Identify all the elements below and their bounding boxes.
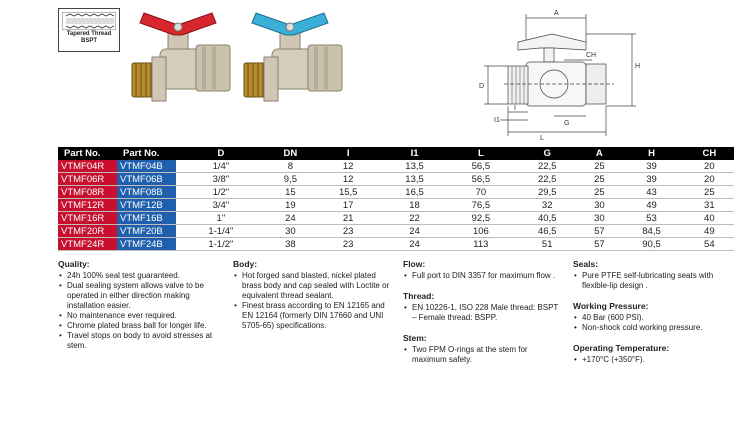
cell-i: 23 <box>315 238 381 251</box>
cell-i1: 16,5 <box>381 186 447 199</box>
col-header-i1: I1 <box>381 147 447 160</box>
pressure-heading: Working Pressure: <box>573 301 649 311</box>
quality-heading: Quality: <box>58 259 90 269</box>
stem-heading: Stem: <box>403 333 427 343</box>
cell-dn: 19 <box>266 199 315 212</box>
cell-ch: 31 <box>685 199 734 212</box>
col-header-part-blue: Part No. <box>117 147 176 160</box>
cell-i1: 13,5 <box>381 173 447 186</box>
table-row <box>58 173 734 186</box>
cell-g: 40,5 <box>514 212 580 225</box>
part-number-red: VTMF16R <box>58 212 117 225</box>
cell-dn: 38 <box>266 238 315 251</box>
cell-i: 12 <box>315 173 381 186</box>
cell-dn: 9,5 <box>266 173 315 186</box>
dim-label-ch: CH <box>586 52 597 59</box>
part-number-red: VTMF08R <box>58 186 117 199</box>
stem-block <box>403 333 563 365</box>
cell-ch: 40 <box>685 212 734 225</box>
cell-d: 3/4" <box>176 199 266 212</box>
list-item: • Chrome plated brass ball for longer life. <box>58 321 228 331</box>
list-item: • 40 Bar (600 PSI). <box>573 313 733 323</box>
cell-dn: 24 <box>266 212 315 225</box>
cell-l: 113 <box>448 238 514 251</box>
cell-h: 49 <box>618 199 684 212</box>
cell-d: 1/2" <box>176 186 266 199</box>
cell-d: 1" <box>176 212 266 225</box>
cell-i: 23 <box>315 225 381 238</box>
cell-d: 1-1/2" <box>176 238 266 251</box>
list-item: • Two FPM O-rings at the stem for maximum safety. <box>403 345 563 365</box>
cell-g: 22,5 <box>514 160 580 173</box>
cell-ch: 25 <box>685 186 734 199</box>
temperature-block <box>573 343 733 365</box>
table-row <box>58 225 734 238</box>
dim-label-i: I <box>514 105 516 112</box>
part-number-red: VTMF20R <box>58 225 117 238</box>
body-list <box>233 271 393 331</box>
thread-icon <box>62 12 116 30</box>
list-item: • Finest brass according to EN 12165 and EN 12164 (formerly DIN 17660 and UNI 5705-65) specifications. <box>233 301 393 331</box>
thread-heading: Thread: <box>403 291 435 301</box>
dim-label-a: A <box>554 10 559 17</box>
cell-g: 32 <box>514 199 580 212</box>
cell-h: 39 <box>618 173 684 186</box>
cell-l: 76,5 <box>448 199 514 212</box>
col-header-i: I <box>315 147 381 160</box>
cell-h: 90,5 <box>618 238 684 251</box>
part-number-blue: VTMF24B <box>117 238 176 251</box>
dim-label-h: H <box>635 63 641 70</box>
quality-section <box>58 259 228 351</box>
cell-a: 30 <box>580 212 618 225</box>
table-row <box>58 199 734 212</box>
cell-i1: 24 <box>381 238 447 251</box>
cell-g: 22,5 <box>514 173 580 186</box>
flow-thread-stem-section <box>403 259 563 375</box>
cell-l: 56,5 <box>448 160 514 173</box>
cell-l: 70 <box>448 186 514 199</box>
thread-badge-line1: Tapered Thread <box>66 31 112 37</box>
cell-ch: 20 <box>685 160 734 173</box>
cell-g: 46,5 <box>514 225 580 238</box>
blue-handle-valve-image <box>236 5 346 117</box>
col-header-h: H <box>618 147 684 160</box>
table-row <box>58 212 734 225</box>
dim-label-d: D <box>479 83 485 90</box>
red-handle-valve-image <box>124 5 234 117</box>
temperature-heading: Operating Temperature: <box>573 343 670 353</box>
pressure-block <box>573 301 733 333</box>
col-header-a: A <box>580 147 618 160</box>
col-header-part-red: Part No. <box>58 147 117 160</box>
seals-pressure-temp-section <box>573 259 733 375</box>
cell-dn: 15 <box>266 186 315 199</box>
seals-block <box>573 259 733 291</box>
list-item: • Hot forged sand blasted, nickel plated brass body and cap sealed with Loctite or equivalent thread sealant. <box>233 271 393 301</box>
thread-block <box>403 291 563 323</box>
cell-h: 39 <box>618 160 684 173</box>
quality-list <box>58 271 228 351</box>
table-row <box>58 238 734 251</box>
dim-label-g: G <box>564 120 570 127</box>
table-row <box>58 186 734 199</box>
cell-ch: 54 <box>685 238 734 251</box>
cell-i: 15,5 <box>315 186 381 199</box>
valve-technical-drawing <box>474 4 674 144</box>
col-header-l: L <box>448 147 514 160</box>
list-item: • 24h 100% seal test guaranteed. <box>58 271 228 281</box>
part-number-blue: VTMF08B <box>117 186 176 199</box>
list-item: • No maintenance ever required. <box>58 311 228 321</box>
table-header-row <box>58 147 734 160</box>
flow-block <box>403 259 563 281</box>
dim-label-l: L <box>540 135 544 142</box>
cell-ch: 49 <box>685 225 734 238</box>
col-header-g: G <box>514 147 580 160</box>
col-header-dn: DN <box>266 147 315 160</box>
cell-a: 30 <box>580 199 618 212</box>
flow-heading: Flow: <box>403 259 426 269</box>
part-number-red: VTMF04R <box>58 160 117 173</box>
col-header-ch: CH <box>685 147 734 160</box>
list-item: • +170°C (+350°F). <box>573 355 733 365</box>
part-number-red: VTMF24R <box>58 238 117 251</box>
body-heading: Body: <box>233 259 258 269</box>
list-item: • Dual sealing system allows valve to be operated in either direction making installation easier. <box>58 281 228 311</box>
cell-g: 29,5 <box>514 186 580 199</box>
cell-h: 84,5 <box>618 225 684 238</box>
col-header-d: D <box>176 147 266 160</box>
cell-i1: 22 <box>381 212 447 225</box>
thread-type-badge <box>58 8 120 52</box>
part-number-blue: VTMF20B <box>117 225 176 238</box>
list-item: • Non-shock cold working pressure. <box>573 323 733 333</box>
cell-l: 56,5 <box>448 173 514 186</box>
cell-a: 57 <box>580 238 618 251</box>
cell-i1: 18 <box>381 199 447 212</box>
cell-dn: 30 <box>266 225 315 238</box>
cell-i1: 13,5 <box>381 160 447 173</box>
seals-heading: Seals: <box>573 259 599 269</box>
cell-i: 21 <box>315 212 381 225</box>
body-section <box>233 259 393 331</box>
cell-h: 53 <box>618 212 684 225</box>
cell-g: 51 <box>514 238 580 251</box>
list-item: • Full port to DIN 3357 for maximum flow . <box>403 271 563 281</box>
cell-a: 25 <box>580 186 618 199</box>
part-number-blue: VTMF04B <box>117 160 176 173</box>
cell-ch: 20 <box>685 173 734 186</box>
cell-d: 1-1/4" <box>176 225 266 238</box>
part-number-red: VTMF06R <box>58 173 117 186</box>
cell-a: 57 <box>580 225 618 238</box>
cell-d: 1/4" <box>176 160 266 173</box>
cell-h: 43 <box>618 186 684 199</box>
cell-dn: 8 <box>266 160 315 173</box>
cell-i: 12 <box>315 160 381 173</box>
part-number-red: VTMF12R <box>58 199 117 212</box>
dim-label-i1: I1 <box>494 117 500 124</box>
part-number-blue: VTMF16B <box>117 212 176 225</box>
cell-i: 17 <box>315 199 381 212</box>
cell-a: 25 <box>580 160 618 173</box>
thread-badge-line2: BSPT <box>80 38 97 44</box>
cell-a: 25 <box>580 173 618 186</box>
list-item: • EN 10226-1, ISO 228 Male thread: BSPT – Female thread: BSPP. <box>403 303 563 323</box>
dimensions-table <box>58 147 734 251</box>
cell-l: 106 <box>448 225 514 238</box>
table-row <box>58 160 734 173</box>
part-number-blue: VTMF06B <box>117 173 176 186</box>
cell-i1: 24 <box>381 225 447 238</box>
cell-l: 92,5 <box>448 212 514 225</box>
list-item: • Travel stops on body to avoid stresses at stem. <box>58 331 228 351</box>
list-item: • Pure PTFE self-lubricating seats with flexible-lip design . <box>573 271 733 291</box>
part-number-blue: VTMF12B <box>117 199 176 212</box>
cell-d: 3/8" <box>176 173 266 186</box>
